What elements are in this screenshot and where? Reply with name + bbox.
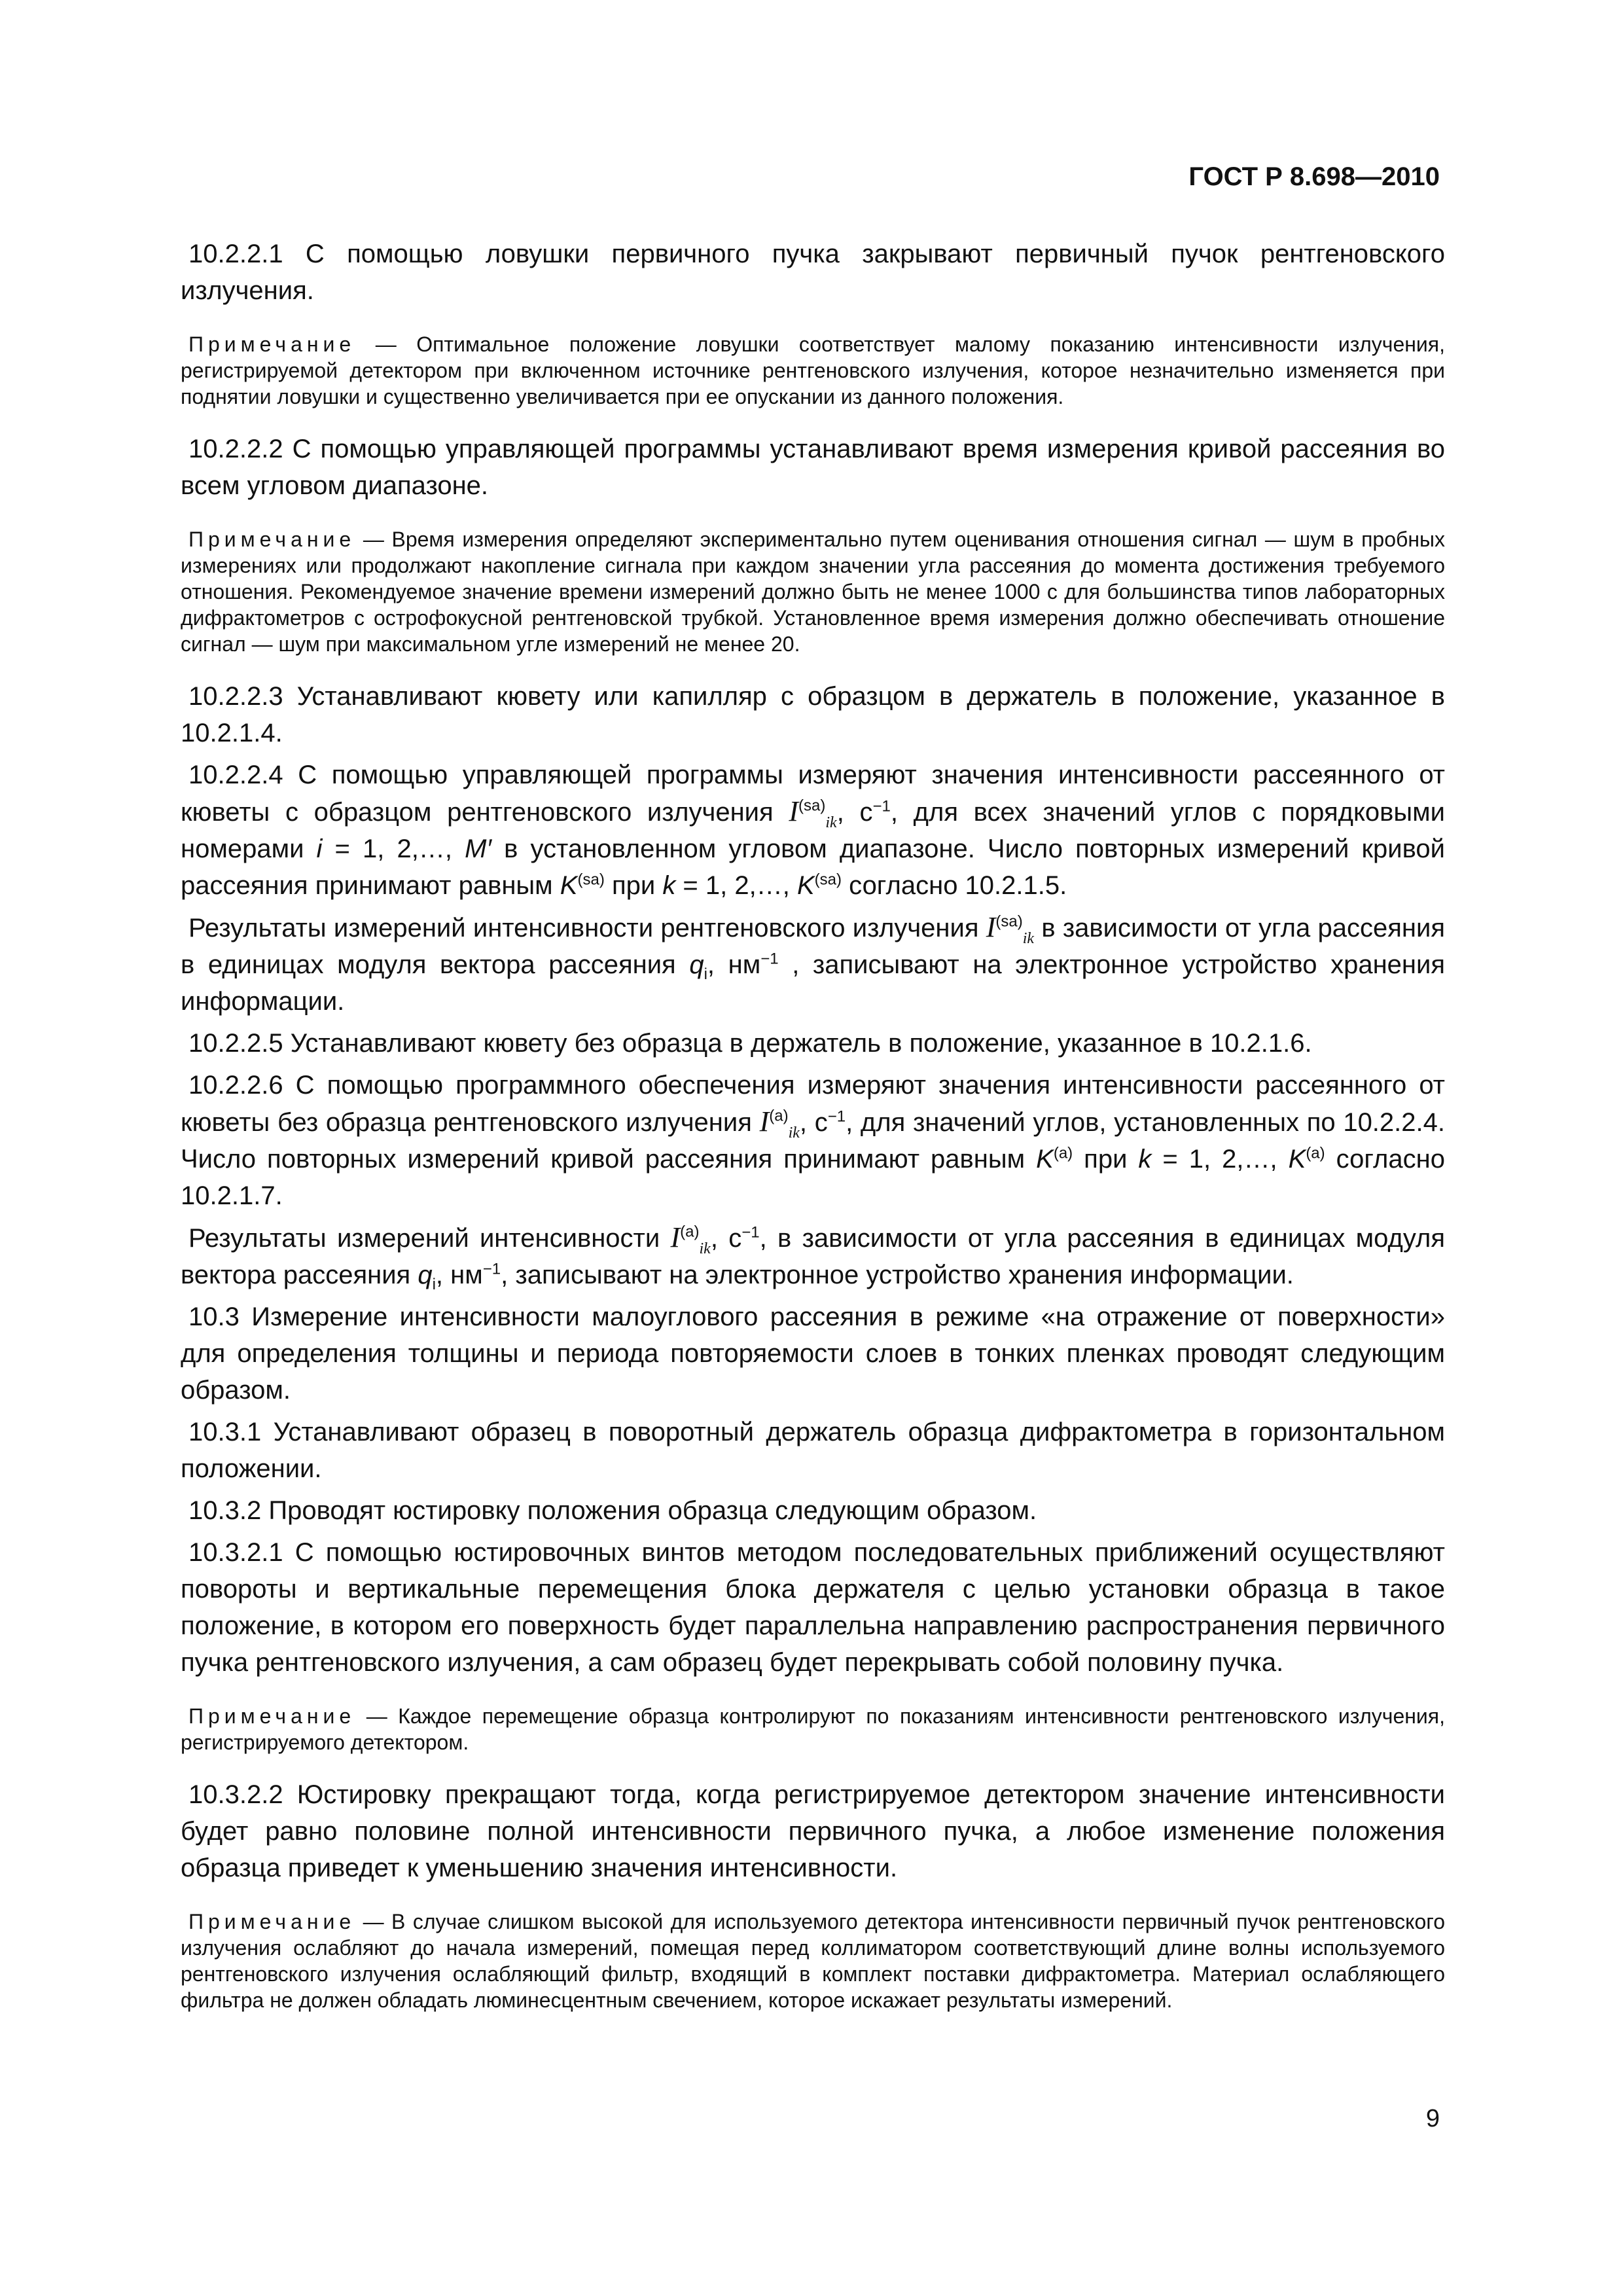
formula-subscript: ik xyxy=(825,814,837,831)
text-run: в установленном угловом диапазоне. Число повторных измерений кривой рассеяния принимают равным xyxy=(181,834,1445,900)
formula-symbol: I xyxy=(759,1105,770,1138)
unit-exponent: −1 xyxy=(482,1260,501,1278)
page-number: 9 xyxy=(1425,2105,1440,2132)
note-label: Примечание xyxy=(188,332,356,356)
subscript-i: i xyxy=(704,965,707,983)
variable-q: q xyxy=(418,1261,433,1289)
paragraph-10-2-2-4 xyxy=(181,757,1445,904)
variable-k-capital: K xyxy=(796,871,815,900)
note-label: Примечание xyxy=(188,528,356,551)
formula-symbol: I xyxy=(670,1221,681,1253)
text-run: , для значений углов, установленных по 10.2.2.4. Число повторных измерений кривой рассеяния принимают равным xyxy=(181,1108,1445,1174)
note-label: Примечание xyxy=(188,1704,356,1728)
paragraph-10-2-2-1: 10.2.2.1 С помощью ловушки первичного пучка закрывают первичный пучок рентгеновского излучения. xyxy=(181,240,1445,305)
formula-symbol: I xyxy=(986,911,996,943)
variable-k: k xyxy=(662,871,676,900)
text-run: , для всех значений углов с порядковыми номерами xyxy=(181,798,1445,863)
formula-subscript: ik xyxy=(788,1124,800,1141)
text-run: , с xyxy=(799,1108,828,1137)
note-text: — Время измерения определяют экспериментально путем оценивания отношения сигнал — шум в пробных измерениях или продолжают накопление сигнала при каждом значении угла рассеяния до момента достижения требуемого отношения. Рекомендуемое значение времени измерений должно быть не менее 1000 с для большинства типов лабораторных дифрактометров с острофокусной рентгеновской трубкой. Установленное время измерения должно обеспечивать отношение сигнал — шум при максимальном угле измерений не менее 20. xyxy=(181,528,1445,656)
variable-m: M′ xyxy=(465,834,491,863)
superscript-sa: (sa) xyxy=(814,870,842,889)
paragraph-10-3: 10.3 Измерение интенсивности малоуглового рассеяния в режиме «на отражение от поверхности» для определения толщины и периода повторяемости слоев в тонких пленках проводят следующим образом. xyxy=(181,1302,1445,1405)
unit-exponent: −1 xyxy=(760,950,779,968)
formula-intensity-sa xyxy=(986,911,1035,947)
formula-intensity-sa xyxy=(789,795,837,831)
note-trap-position xyxy=(181,331,1445,410)
variable-k-capital: K xyxy=(1288,1145,1306,1174)
paragraph-10-2-2-2: 10.2.2.2 С помощью управляющей программы устанавливают время измерения кривой рассеяния во всем угловом диапазоне. xyxy=(181,435,1445,500)
text-run: , нм xyxy=(435,1261,483,1289)
text-run: , с xyxy=(710,1224,742,1253)
text-run: 10.2.2.6 С помощью программного обеспечения измеряют значения интенсивности рассеянного от кюветы без образца рентгеновского излучения xyxy=(181,1071,1445,1137)
text-run: , в зависимости от угла рассеяния в единицах модуля вектора рассеяния xyxy=(181,1224,1446,1289)
text-run: Результаты измерений интенсивности рентгеновского излучения xyxy=(188,914,986,942)
paragraph-10-3-2-1: 10.3.2.1 С помощью юстировочных винтов методом последовательных приближений осуществляют повороты и вертикальные перемещения блока держателя с целью установки образца в такое положение, в котором его поверхность будет параллельна направлению распространения первичного пучка рентгеновского излучения, а сам образец будет перекрывать собой половину пучка. xyxy=(181,1538,1445,1677)
formula-superscript: (a) xyxy=(680,1223,700,1241)
variable-q: q xyxy=(689,950,704,979)
text-run: 10.2.2.4 С помощью управляющей программы измеряют значения интенсивности рассеянного от кюветы с образцом рентгеновского излучения xyxy=(181,761,1445,827)
formula-subscript: ik xyxy=(1022,929,1035,947)
paragraph-results-a xyxy=(181,1219,1445,1293)
superscript-a: (a) xyxy=(1053,1144,1073,1162)
text-run: , записывают на электронное устройство хранения информации. xyxy=(501,1261,1294,1289)
formula-superscript: (sa) xyxy=(798,797,826,815)
note-measurement-time xyxy=(181,526,1445,657)
paragraph-10-2-2-3: 10.2.2.3 Устанавливают кювету или капилляр с образцом в держатель в положение, указанное в 10.2.1.4. xyxy=(181,682,1445,747)
paragraph-results-sa xyxy=(181,909,1445,1020)
unit-exponent: −1 xyxy=(827,1107,846,1126)
text-run: , записывают на электронное устройство хранения информации. xyxy=(181,950,1445,1016)
note-label: Примечание xyxy=(188,1910,356,1933)
paragraph-10-2-2-6 xyxy=(181,1067,1445,1214)
text-run: Результаты измерений интенсивности xyxy=(188,1224,671,1253)
paragraph-10-3-1: 10.3.1 Устанавливают образец в поворотный держатель образца дифрактометра в горизонтальном положении. xyxy=(181,1418,1445,1483)
unit-exponent: −1 xyxy=(741,1223,760,1242)
note-sample-movement xyxy=(181,1703,1445,1755)
formula-subscript: ik xyxy=(699,1240,711,1257)
superscript-sa: (sa) xyxy=(577,870,605,889)
paragraph-10-3-2: 10.3.2 Проводят юстировку положения образца следующим образом. xyxy=(188,1496,1037,1525)
variable-k: k xyxy=(1138,1145,1152,1174)
variable-k-capital: K xyxy=(560,871,578,900)
text-run: = 1, 2,…, xyxy=(1151,1145,1289,1174)
paragraph-10-3-2-2: 10.3.2.2 Юстировку прекращают тогда, когда регистрируемое детектором значение интенсивности будет равно половине полной интенсивности первичного пучка, а любое изменение положения образца приведет к уменьшению значения интенсивности. xyxy=(181,1780,1445,1882)
text-run: согласно 10.2.1.5. xyxy=(842,871,1067,900)
formula-symbol: I xyxy=(789,795,799,827)
note-text: — В случае слишком высокой для используемого детектора интенсивности первичный пучок рентгеновского излучения ослабляют до начала измерений, помещая перед коллиматором соответствующий длине волны используемого рентгеновского излучения ослабляющий фильтр, входящий в комплект поставки дифрактометра. Материал ослабляющего фильтра не должен обладать люминесцентным свечением, которое искажает результаты измерений. xyxy=(181,1910,1445,2012)
variable-k-capital: K xyxy=(1036,1145,1054,1174)
subscript-i: i xyxy=(432,1276,436,1293)
superscript-a: (a) xyxy=(1306,1144,1325,1162)
text-run: , нм xyxy=(707,950,761,979)
document-header: ГОСТ Р 8.698—2010 xyxy=(1188,162,1440,191)
text-run: = 1, 2,…, xyxy=(675,871,797,900)
formula-superscript: (sa) xyxy=(995,912,1023,931)
formula-intensity-a xyxy=(670,1221,711,1257)
formula-superscript: (a) xyxy=(769,1107,789,1125)
note-text: — Оптимальное положение ловушки соответствует малому показанию интенсивности излучения, регистрируемой детектором при включенном источнике рентгеновского излучения, которое незначительно изменяется при поднятии ловушки и существенно увеличивается при ее опускании из данного положения. xyxy=(181,332,1445,408)
document-body xyxy=(181,236,1445,2034)
text-run: , с xyxy=(836,798,873,827)
note-attenuation-filter xyxy=(181,1909,1445,2013)
text-run: согласно 10.2.1.7. xyxy=(181,1145,1445,1210)
text-run: = 1, 2,…, xyxy=(322,834,465,863)
variable-i: i xyxy=(316,834,323,863)
text-run: при xyxy=(604,871,663,900)
formula-intensity-a xyxy=(759,1105,800,1141)
text-run: при xyxy=(1073,1145,1139,1174)
paragraph-10-2-2-5: 10.2.2.5 Устанавливают кювету без образца в держатель в положение, указанное в 10.2.1.6. xyxy=(188,1029,1312,1058)
note-text: — Каждое перемещение образца контролируют по показаниям интенсивности рентгеновского излучения, регистрируемого детектором. xyxy=(181,1704,1445,1754)
text-run: в зависимости от угла рассеяния в единицах модуля вектора рассеяния xyxy=(181,914,1445,979)
unit-exponent: −1 xyxy=(872,797,891,816)
